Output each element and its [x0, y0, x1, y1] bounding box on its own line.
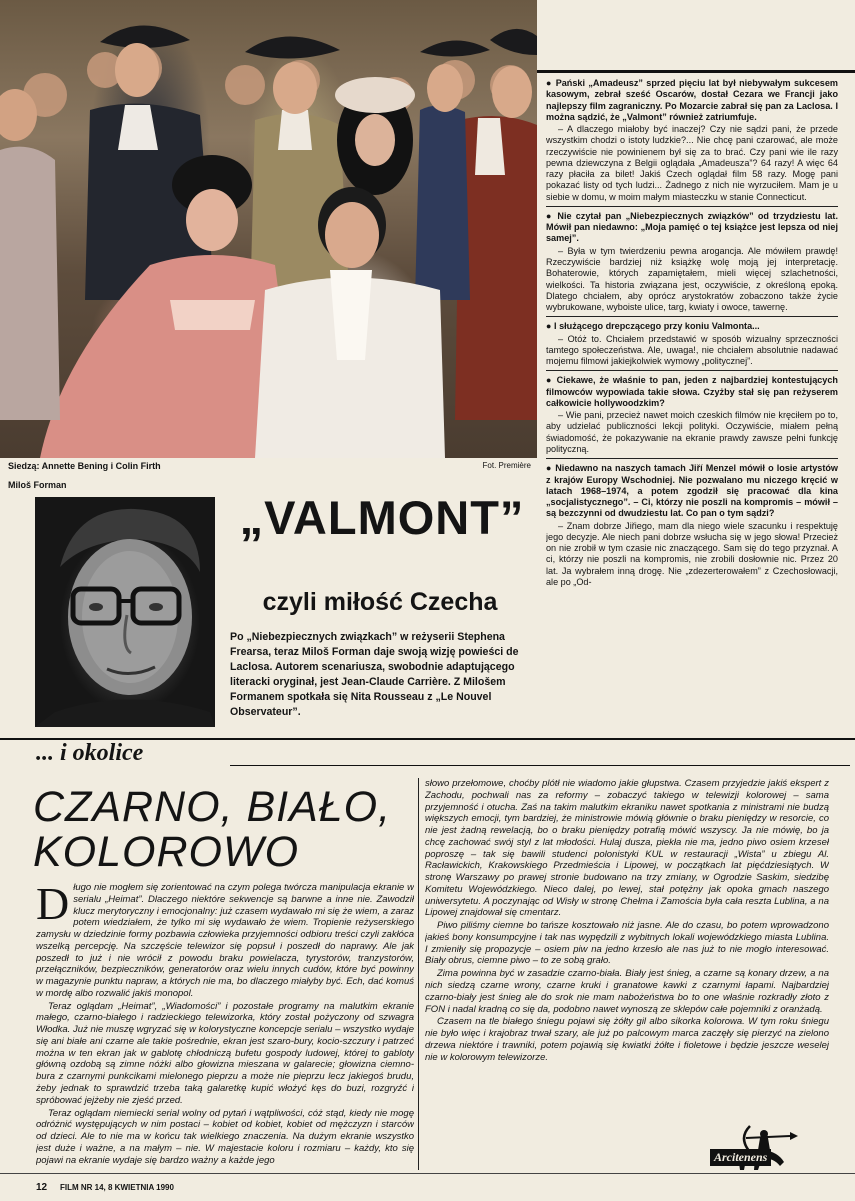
column-text-right — [425, 778, 829, 1118]
interview-answer: – Otóż to. Chciałem przedstawić w sposób wizualny sprzeczności tamtego społeczeństwa. Ale, uwaga!, nie chciałem absolutnie nadawać mojemu filmowi jakiejkolwiek wymowy „politycznej”. — [546, 333, 838, 367]
column-paragraph: Teraz oglądam „Heimat”, „Wiadomości” i pozostałe programy na malutkim ekranie małego, czarno-białego i radzieckiego telewizorka, który został pożyczony od szwagra Włodka. Już nie muszę wgryzać się w kolorystyczne koncepcje serialu – wszystko wydaje się ani białe ani czarne ale takie pośrednie, ekran jest szaro-bury, kocio-szczury i patrzeć można w ten ekran jak w gablotę chłodniczą bufetu gospody ludowej, której to gabloty główną ozdobą są zimne nóżki albo głowizna mieszana w galarecie; głowizna ciemno-bura z czarnymi punkcikami mielonego pieprzu a może nie pieprzu lecz jakiegoś brudu, żeby jednak to sprawdzić trzeba taką galaretkę kupić włożyć kęs do buzi, rozgryźć i spróbować jejżeby nie zjeść przed. — [36, 1000, 414, 1106]
column-paragraph: Teraz oglądam niemiecki serial wolny od pytań i wątpliwości, cóż stąd, kiedy nie mogę odróżnić występujących w nim postaci – kobiet od kobiet, kobiet od mężczyzn i starców od dzieci. Ale to nie ma w końcu tak wielkiego znaczenia. Na dużym ekranie wszystko jest duże i ważne, a na małym – nie. W majestacie koloru i rozmiaru – każdy, kto się pojawi na ekranie wydaje się bardzo ważny a każde jego — [36, 1107, 414, 1166]
column-text-left — [36, 882, 414, 1170]
interview-separator — [546, 458, 838, 459]
logo-text: Arcitenens — [710, 1149, 771, 1166]
column-paragraph-text: ługo nie mogłem się zorientować na czym polega twórcza manipulacja ekranie w serialu „Heimat”. Dlaczego niektóre sekwencje są barwne a inne nie. Zawodził klucz merytoryczny i emocjonalny: już czasem wydawało mi się że wiem, a zaraz potem wiedziałem, że tylko mi się wydawało że wiem. Tropienie reżyserskiego zamysłu w dziedzinie formy pozbawia człowieka przyjemności odbioru treści czyli zakłóca wszelką percepcję. Na szczęście telewizor się popsuł i poszedł do naprawy. Ale jak poszedł to już i nie wrócił z powodu braku powielacza, tyrystorów, tranzystorów, przełączników, bezpieczników, generatorów oraz wielu innych cudów, które być powinny w magazynie punktu napraw, a których nie ma, bo dlaczego miałyby być. Ech, dać komuś w mordę albo rozwalić jakiś monopol. — [36, 882, 414, 999]
column-paragraph: Piwo piliśmy ciemne bo tańsze kosztowało niż jasne. Ale do czasu, bo potem wprowadzono jakieś bony konsumpcyjne i tak nas wypędzili z wybitnych lokali wojewódzkiego miasta Lublina. I zmieniły się propozycje – osiem piw na jedno krzesło ale nas już to nie mogło interesować. Biały obrus, ciemne piwo – to ze sobą grało. — [425, 920, 829, 967]
drop-cap: D — [36, 882, 70, 929]
interview-column — [546, 78, 838, 728]
interview-answer: – Wie pani, przecież nawet moich czeskich filmów nie kręciłem po to, aby udzielać publiczności lekcji polityki. Oczywiście, miałem pełną świadomość, że pokazywanie na ekranie prawdy zawsze pełni funkcję polityczną. — [546, 410, 838, 454]
arcitenens-logo — [698, 1122, 816, 1172]
interview-separator — [546, 316, 838, 317]
column-title-line-1: CZARNO, BIAŁO, — [33, 783, 392, 831]
column-title-line-2: KOLOROWO — [33, 828, 300, 877]
interview-question: ● Niedawno na naszych tamach Jiří Menzel mówił o losie artystów z krajów Europy Wschodniej. Nie pozwalano mu niczego kręcić w latach 1968–1974, a potem zgodził się pracować dla kina „socjalistycznego”. – Ci, którzy nie poszli na kompromis – mówił – są bezczynni od dwudziestu lat. Co pan o tym sądzi? — [546, 463, 838, 519]
article-intro: Po „Niebezpiecznych związkach” w reżyserii Stephena Frearsa, teraz Miloš Forman daje swoją wizję powieści de Laclosa. Autorem scenariusza, swobodnie adaptującego literacki oryginał, jest Jean-Claude Carrière. Z Milošem Formanem spotkała się Nita Rousseau z „Le Nouvel Observateur”. — [230, 631, 519, 719]
section-label: ... i okolice — [36, 740, 144, 766]
interview-question: ● Ciekawe, że właśnie to pan, jeden z najbardziej kontestujących filmowców wypowiada takie słowa. Czyżby stał się pan reżyserem całkowicie hollywoodzkim? — [546, 375, 838, 409]
interview-answer: – A dlaczego miałoby być inaczej? Czy nie sądzi pani, że przede wszystkim chodzi o istoty ludzkie?... Nie chcę pani czarować, ale może rzeczywiście nie powinienem był się za to brać. Czy pani wie ile razy pewna dziewczyna z Belgii oglądała „Amadeusza”? 64 razy! A więc 64 razy płaciła za bilet! Jakiś Czech oglądał film 58 razy. Mogę pani pokazać listy od tych ludzi... Żadnego z nich nie wyrzuciłem. Mam je u siebie w domu, w moim małym miasteczku w stanie Connecticut. — [546, 124, 838, 202]
column-paragraph: Zima powinna być w zasadzie czarno-biała. Biały jest śnieg, a czarne są konary drzew, a na nich siedzą czarne wrony, czarne kruki i granatowe kawki z czarnymi łapami. Najbardziej czarno-biały jest śnieg ale do srok nie mam nabożeństwa bo to one właśnie rozkradły złoto z FON i nadal kradną co się da, podobno nawet wynoszą ze sklepów całe pojemniki z oranżadą. — [425, 968, 829, 1015]
portrait-photo — [35, 497, 215, 727]
photo-caption: Siedzą: Annette Bening i Colin Firth — [8, 461, 161, 471]
column-paragraph: słowo przełomowe, choćby plótł nie wiadomo jakie głupstwa. Czasem przyjedzie jakiś ekspert z Zachodu, pochwali nas za reformy – zobaczyć takiego w telewizji kolorowej – sama przyjemność i otucha. Zaś na takim malutkim ekraniku nawet spotkania z ministrami nie budzą większych emocji, tym bardziej, że ministrowie mówią głównie o braku pieniędzy w resorcie, co nie jest żadną rewelacją, bo o braku pieniędzy potrafią mówić wszyscy. Ja nie mówię, bo ja chcę zachować swój styl z lat młodości. Hulaj dusza, piekła nie ma, jedno piwo osiem krzeseł poproszę – tak się bawili studenci polonistyki KUL w restauracji „Wista” u zbiegu Al. Racławickich, Krakowskiego Przedmieścia i Lipowej, w początkach lat pięćdziesiątych. W stronę Warszawy po prawej stronie budowano na trzy zmiany, w Ogrodzie Saskim, siedzibę Komitetu Wojewódzkiego. Nieco dalej, po lewej, stał potężny jak opoka gmach naszego uniwersytetu. A poczynając od Wisły w stronę Chełma i Zamościa była cała reszta Lublina, a na Lipowej znajdował się cmentarz. — [425, 778, 829, 919]
portrait-label: Miloš Forman — [8, 480, 67, 490]
interview-top-rule — [537, 70, 855, 73]
film-still-photo — [0, 0, 537, 458]
column-divider — [418, 778, 419, 1170]
film-still-illustration — [0, 0, 537, 458]
column-paragraph: Czasem na tle białego śniegu pojawi się żółty gil albo sikorka kolorowa. W tym roku śniegu nie było więc i krajobraz trwał szary, ale już po palcowym marca zaczęły się pierzyć na zielono drzewa niektóre i trawniki, potem pojawią się kwiatki żółte i fioletowe i będzie jeszcze weselej nie w kolorowym telewizorze. — [425, 1016, 829, 1063]
column-paragraph — [36, 882, 414, 1000]
interview-separator — [546, 370, 838, 371]
photo-caption-row — [0, 458, 537, 474]
interview-answer: – Była w tym twierdzeniu pewna arogancja. Ale mówiłem prawdę! Rzeczywiście bardziej niż książkę wolę moją jej interpretację. Bohaterowie, których zapamiętałem, mieli więcej szlachetności, wielkości. Ta historia związana jest, oczywiście, z określoną epoką. Dlatego chciałem, aby oprócz arystokratów zobaczono także życie wybrukowane, wyboiste ulice, targ, kwiaty i owoce, tawernę. — [546, 245, 838, 313]
section-thin-rule — [230, 765, 850, 766]
interview-question: ● Nie czytał pan „Niebezpiecznych związków” od trzydziestu lat. Mówił pan niedawno: „Moja pamięć o tej książce jest lepsza od niej samej”. — [546, 211, 838, 245]
article-subtitle: czyli miłość Czecha — [262, 588, 498, 616]
interview-answer: – Znam dobrze Jiřiego, mam dla niego wiele szacunku i respektuję jego decyzje. Ale niech pani dobrze wsłucha się w jego słowa! Przecież on nie zrobił w tym czasie nic znaczącego. Sam się do tego przyznał. A ci, którzy nie poszli na kompromis, nie zrobili dosłownie nic. Przez 20 lat. Ja wybrałem inną drogę. Nie „zdezerterowałem” z Czechosłowacji, ale po „Od- — [546, 520, 838, 587]
interview-question: ● Pański „Amadeusz” sprzed pięciu lat był niebywałym sukcesem kasowym, zebrał sześć Oscarów, dostał Cezara we Francji jako najlepszy film zagraniczny. Po Mozarcie zabrał się pan za Laclosa. I można sądzić, że „Valmont” również zatriumfuje. — [546, 78, 838, 123]
photo-credit: Fot. Première — [482, 461, 531, 470]
interview-separator — [546, 206, 838, 207]
page-number: 12 — [36, 1182, 48, 1193]
column-title — [33, 785, 403, 875]
issue-line: FILM NR 14, 8 KWIETNIA 1990 — [60, 1183, 174, 1192]
portrait-illustration — [35, 497, 215, 727]
interview-question: ● I służącego drepczącego przy koniu Valmonta... — [546, 321, 838, 332]
article-title: „VALMONT” — [239, 491, 525, 544]
footer-rule — [0, 1173, 855, 1174]
